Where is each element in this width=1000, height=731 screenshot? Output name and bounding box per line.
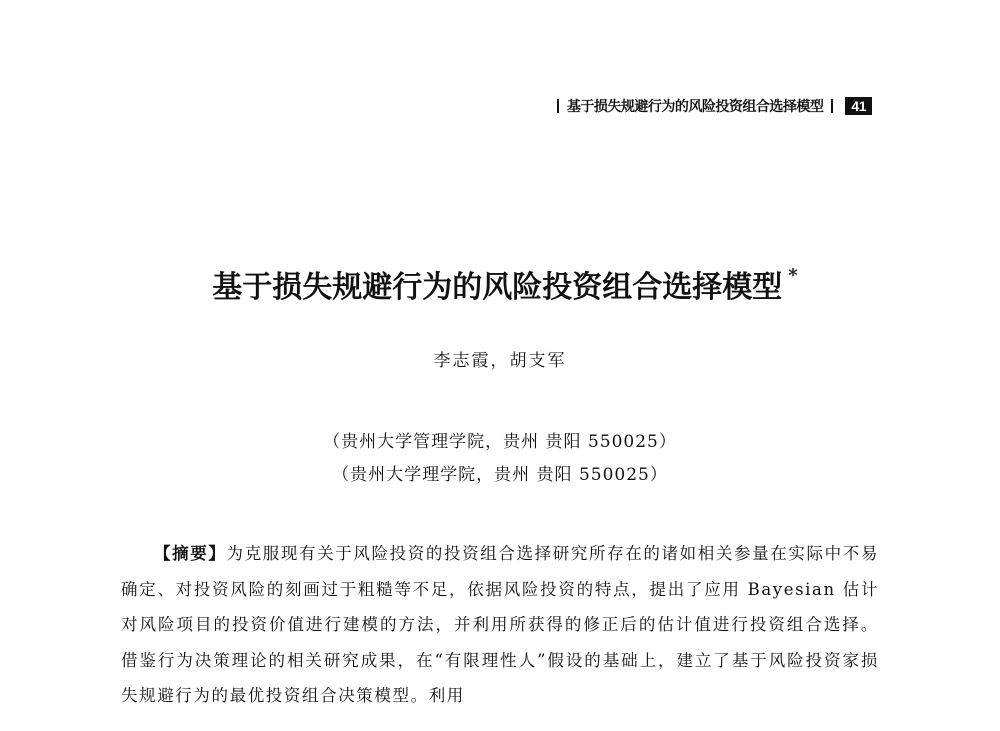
title-block <box>0 262 1000 306</box>
affiliation-1: （贵州大学管理学院，贵州 贵阳 550025） <box>323 432 677 452</box>
paper-title <box>202 262 797 306</box>
abstract <box>121 536 879 714</box>
running-header <box>549 95 872 117</box>
title-footnote-mark: * <box>788 265 798 286</box>
header-divider-left <box>557 99 559 113</box>
abstract-paragraph <box>121 536 879 714</box>
affiliation-2: （贵州大学理学院，贵州 贵阳 550025） <box>332 465 668 485</box>
abstract-label: 【摘要】 <box>154 544 227 563</box>
authors: 李志霞，胡支军 <box>433 351 567 371</box>
paper-title-text: 基于损失规避行为的风险投资组合选择模型 <box>212 270 783 305</box>
header-divider-right <box>831 99 833 113</box>
running-title: 基于损失规避行为的风险投资组合选择模型 <box>566 99 824 115</box>
abstract-text: 为克服现有关于风险投资的投资组合选择研究所存在的诸如相关参量在实际中不易确定、对投资风险的刻画过于粗糙等不足，依据风险投资的特点，提出了应用 Bayesian 估计对风险项目的投资价值进行建模的方法，并利用所获得的修正后的估计值进行投资组合选择。借鉴行为决策理论的相关研究成果，在“有限理性人”假设的基础上，建立了基于风险投资家损失规避行为的最优投资组合决策模型。利用 <box>121 544 879 705</box>
page-number: 41 <box>845 97 872 115</box>
